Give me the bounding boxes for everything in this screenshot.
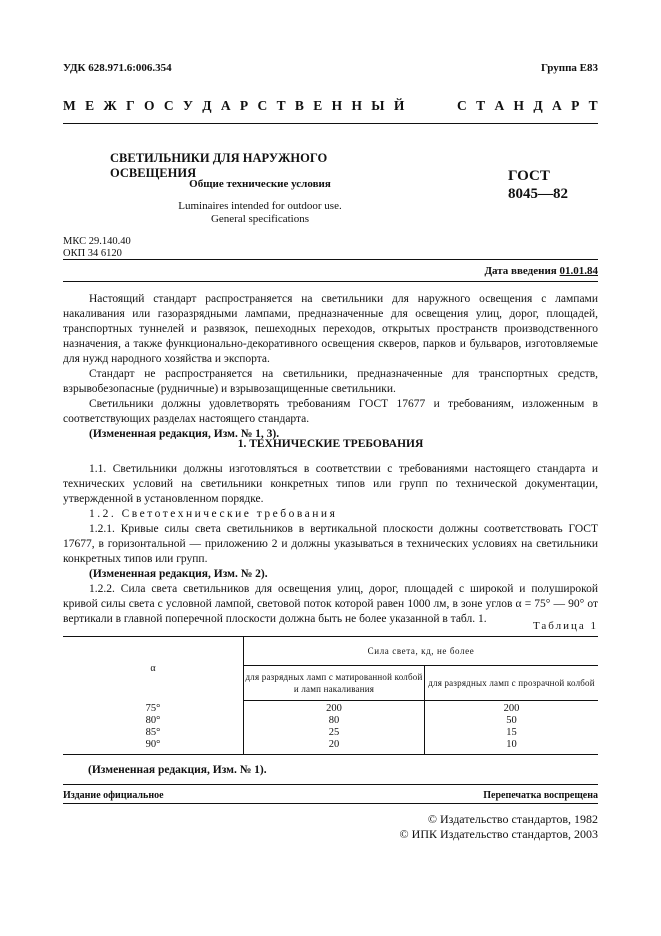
section-1-text xyxy=(63,462,598,627)
cell-matte: 25 xyxy=(244,727,425,739)
table-row xyxy=(63,727,598,739)
document-title: СВЕТИЛЬНИКИ ДЛЯ НАРУЖНОГО ОСВЕЩЕНИЯ xyxy=(110,151,328,180)
banner-letter: Н xyxy=(513,98,525,113)
banner-letter: Г xyxy=(126,98,135,113)
banner-letter: Н xyxy=(331,98,343,113)
intro-date xyxy=(484,265,598,277)
date-rule xyxy=(63,281,598,282)
table-row xyxy=(63,715,598,727)
banner-letter: Е xyxy=(85,98,95,113)
banner-letter: А xyxy=(494,98,505,113)
okp-code: ОКП 34 6120 xyxy=(63,248,122,259)
copyright-line: © ИПК Издательство стандартов, 2003 xyxy=(399,827,598,841)
banner-letter: Р xyxy=(571,98,580,113)
column-header-clear: для разрядных ламп с прозрачной колбой xyxy=(425,666,599,701)
banner-letter: М xyxy=(63,98,76,113)
classification-codes xyxy=(63,236,131,260)
banner-letter: А xyxy=(552,98,562,113)
banner-letter: Е xyxy=(313,98,323,113)
banner-letter: Т xyxy=(476,98,486,113)
banner-letter: Д xyxy=(202,98,212,113)
column-group-header: Сила света, кд, не более xyxy=(244,637,599,666)
banner-letter: О xyxy=(144,98,155,113)
paragraph: 1.2.2. Сила света светильников для освещения улиц, дорог, площадей с широкой и полуширокой кривой силы света с условной лампой, световой поток которой равен 1000 лм, в зоне углов α = 75° — 90° от вертикали в главной поперечной плоскости должна быть не более указанной в табл. 1. xyxy=(63,583,598,625)
subsection-heading: 1.2. Светотехнические требования xyxy=(89,508,338,520)
footer-rule-2 xyxy=(63,803,598,804)
banner-letter: А xyxy=(220,98,231,113)
amendment-note: (Измененная редакция, Изм. № 1). xyxy=(88,764,267,776)
paragraph: 1.1. Светильники должны изготовляться в соответствии с требованиями настоящего стандарта и технических условий на светильники конкретных типов или групп по технической документации, утвержденной в установленном порядке. xyxy=(63,463,598,505)
cell-angle: 90° xyxy=(63,739,244,755)
section-heading: 1. ТЕХНИЧЕСКИЕ ТРЕБОВАНИЯ xyxy=(237,438,424,450)
udc-code: УДК 628.971.6:006.354 xyxy=(63,62,172,74)
group-code: Группа Е83 xyxy=(540,62,598,74)
amendment-note: (Измененная редакция, Изм. № 2). xyxy=(89,568,268,580)
banner-letter: Р xyxy=(239,98,249,113)
table-caption: Таблица 1 xyxy=(532,620,598,632)
paragraph: Стандарт не распространяется на светильники, предназначенные для транспортных средств, взрывобезопасные (рудничные) и взрывозащищенные светильники. xyxy=(63,368,598,395)
banner-letter: С xyxy=(257,98,268,113)
table-row xyxy=(63,701,598,716)
cell-matte: 20 xyxy=(244,739,425,755)
banner-letter: Т xyxy=(588,98,598,113)
intro-text xyxy=(63,292,598,442)
paragraph: Настоящий стандарт распространяется на светильники для наружного освещения с лампами накаливания или газоразрядными лампами, предназначенные для освещения улиц, дорог, площадей, транспортных туннелей и развязок, пешеходных переходов, открытых пространств производственного назначения, а также функционально-декоративного освещения скверов, парков и бульваров, изготовляемые для нужд народного хозяйства и экспорта. xyxy=(63,293,598,365)
cell-matte: 200 xyxy=(244,701,425,716)
banner-gap xyxy=(414,98,448,114)
official-edition: Издание официальное xyxy=(63,790,164,801)
banner-letter: В xyxy=(294,98,304,113)
amendment-note: (Измененная редакция, Изм. № 1, 3). xyxy=(89,428,280,440)
intro-date-label: Дата введения xyxy=(484,265,557,277)
gost-designation xyxy=(508,167,568,203)
cell-matte: 80 xyxy=(244,715,425,727)
cell-clear: 200 xyxy=(503,703,520,714)
gost-number: 8045—82 xyxy=(508,186,568,202)
interstate-standard-banner xyxy=(63,98,598,114)
cell-angle: 80° xyxy=(63,715,244,727)
codes-rule xyxy=(63,259,598,260)
banner-letter: У xyxy=(182,98,193,113)
cell-angle: 75° xyxy=(63,701,244,716)
english-title-line: Luminaires intended for outdoor use. xyxy=(178,200,342,212)
english-title-line: General specifications xyxy=(210,213,310,225)
paragraph: 1.2.1. Кривые силы света светильников в вертикальной плоскости должны соответствовать ГОСТ 17677, в горизонтальной — приложению 2 и должны указываться в технических условиях на светильники конкретных типов или групп. xyxy=(63,523,598,565)
copyright-line: © Издательство стандартов, 1982 xyxy=(427,812,598,826)
banner-letter: С xyxy=(163,98,174,113)
table-1 xyxy=(63,636,598,755)
banner-letter: Д xyxy=(533,98,543,113)
document-subtitle: Общие технические условия xyxy=(189,178,331,190)
table-row xyxy=(63,739,598,755)
cell-angle: 85° xyxy=(63,727,244,739)
mks-code: МКС 29.140.40 xyxy=(63,236,131,247)
banner-letter: С xyxy=(457,98,467,113)
intro-date-value: 01.01.84 xyxy=(559,265,598,277)
banner-letter: Й xyxy=(393,98,405,113)
gost-label: ГОСТ xyxy=(508,168,550,184)
copyright xyxy=(400,812,598,842)
english-title xyxy=(110,200,410,226)
header-rule xyxy=(63,123,598,124)
column-header-alpha: α xyxy=(63,637,244,701)
cell-clear: 10 xyxy=(425,739,599,755)
banner-letter: Н xyxy=(351,98,362,113)
reprint-prohibited: Перепечатка воспрещена xyxy=(483,790,598,801)
cell-clear: 15 xyxy=(506,727,517,738)
banner-letter: Ж xyxy=(103,98,117,113)
column-header-matte: для разрядных ламп с матированной колбой и ламп накаливания xyxy=(244,666,425,701)
cell-clear: 50 xyxy=(506,715,517,726)
banner-letter: Т xyxy=(276,98,286,113)
paragraph: Светильники должны удовлетворять требованиям ГОСТ 17677 и требованиям, изложенным в соответствующих разделах настоящего стандарта. xyxy=(63,398,598,425)
banner-letter: Ы xyxy=(371,98,385,113)
footer-rule xyxy=(63,784,598,785)
